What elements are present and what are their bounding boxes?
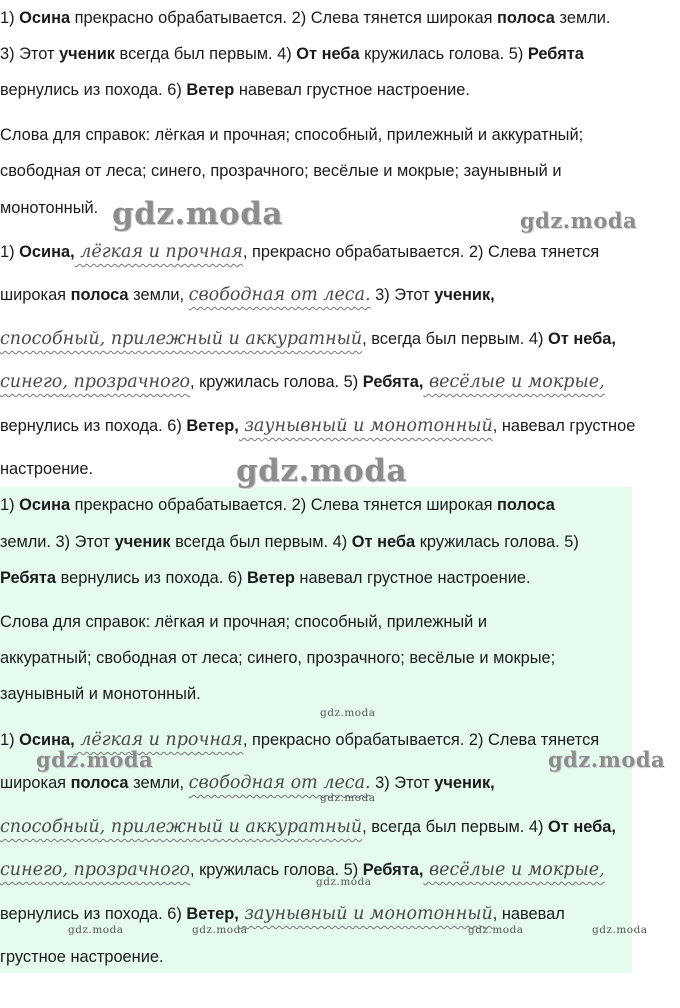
- subject-word: Осина,: [19, 243, 75, 261]
- handwritten-definition: способный,: [0, 329, 106, 349]
- hint-line: заунывный и монотонный.: [0, 685, 201, 703]
- text: всегда был первым. 4): [170, 533, 352, 551]
- subject-word: ученик: [59, 45, 115, 63]
- text: , всегда был первым. 4): [362, 818, 548, 836]
- handwritten-definition: весёлые и мокрые,: [423, 860, 605, 880]
- text: 1): [0, 731, 20, 749]
- handwritten-definition: лёгкая и прочная: [74, 242, 243, 262]
- handwritten-definition: весёлые и мокрые,: [423, 372, 605, 392]
- answer-line: [0, 859, 605, 881]
- answer-line: [0, 903, 565, 925]
- text-line: [0, 531, 579, 553]
- text-line: [0, 7, 610, 29]
- subject-word: Осина,: [19, 731, 75, 749]
- subject-word: Ветер: [246, 569, 295, 587]
- text: , кружилась голова. 5): [190, 373, 363, 391]
- handwritten-definition: заунывный и монотонный: [238, 416, 493, 436]
- handwritten-definition: синего,: [0, 372, 68, 392]
- answer-line: грустное настроение.: [0, 948, 164, 966]
- watermark-logo: gdz.moda: [520, 208, 638, 233]
- answer-line: [0, 241, 599, 263]
- subject-word: Ребята,: [362, 861, 424, 879]
- subject-word: Ребята,: [362, 373, 424, 391]
- text: широкая: [0, 774, 71, 792]
- text: , навевал: [492, 905, 565, 923]
- text: , всегда был первым. 4): [362, 330, 548, 348]
- watermark-logo: gdz.moda: [548, 747, 666, 772]
- text-line: [0, 567, 531, 589]
- subject-word: Ребята: [527, 45, 584, 63]
- text: широкая: [0, 286, 71, 304]
- text: вернулись из похода. 6): [0, 81, 187, 99]
- text: вернулись из похода. 6): [56, 569, 247, 587]
- handwritten-definition: прозрачного: [67, 860, 190, 880]
- handwritten-definition: заунывный и монотонный: [238, 904, 493, 924]
- text-line: [0, 494, 555, 516]
- text: земли,: [128, 286, 189, 304]
- watermark-small: gdz.moda: [592, 924, 648, 936]
- watermark-small: gdz.moda: [468, 924, 524, 936]
- hint-line: свободная от леса; синего, прозрачного; весёлые и мокрые; заунывный и: [0, 162, 562, 180]
- text: всегда был первым. 4): [115, 45, 297, 63]
- answer-line: [0, 328, 616, 350]
- subject-word: От неба: [296, 45, 360, 63]
- watermark-logo: gdz.moda: [112, 196, 283, 232]
- text-line: [0, 79, 470, 101]
- hint-line: Слова для справок: лёгкая и прочная; способный, прилежный и: [0, 613, 488, 631]
- text: прекрасно обрабатывается. 2) Слева тянется широкая: [70, 496, 497, 514]
- text: навевал грустное настроение.: [234, 81, 470, 99]
- subject-word: Осина: [19, 496, 71, 514]
- subject-word: Ветер,: [186, 905, 239, 923]
- handwritten-definition: прилежный и аккуратный: [105, 817, 363, 837]
- subject-word: От неба: [351, 533, 416, 551]
- text: кружилась голова. 5): [415, 533, 579, 551]
- subject-word: полоса: [70, 286, 129, 304]
- subject-word: полоса: [497, 496, 555, 514]
- hint-line: аккуратный; свободная от леса; синего, прозрачного; весёлые и мокрые;: [0, 649, 556, 667]
- watermark-small: gdz.moda: [320, 792, 376, 804]
- text: земли. 3) Этот: [0, 533, 115, 551]
- subject-word: Ветер: [186, 81, 235, 99]
- subject-word: От неба,: [547, 818, 616, 836]
- subject-word: Осина: [19, 9, 71, 27]
- watermark-small: gdz.moda: [192, 924, 248, 936]
- subject-word: ученик,: [434, 286, 495, 304]
- hint-line: Слова для справок: лёгкая и прочная; способный, прилежный и аккуратный;: [0, 126, 584, 144]
- handwritten-definition: прилежный и аккуратный: [105, 329, 363, 349]
- text-line: [0, 43, 584, 65]
- text: 3) Этот: [370, 774, 435, 792]
- text: прекрасно обрабатывается. 2) Слева тянется широкая: [70, 9, 497, 27]
- watermark-small: gdz.moda: [68, 924, 124, 936]
- text: , навевал грустное: [492, 417, 636, 435]
- handwritten-definition: способный,: [0, 817, 106, 837]
- text: , прекрасно обрабатывается. 2) Слева тянется: [242, 243, 600, 261]
- answer-line: [0, 284, 495, 306]
- subject-word: ученик,: [434, 774, 495, 792]
- text: , кружилась голова. 5): [190, 861, 363, 879]
- text: вернулись из похода. 6): [0, 417, 187, 435]
- hint-line: монотонный.: [0, 199, 99, 217]
- text: навевал грустное настроение.: [294, 569, 531, 587]
- answer-line: [0, 415, 635, 437]
- handwritten-definition: прозрачного: [67, 372, 190, 392]
- answer-line: настроение.: [0, 460, 94, 478]
- subject-word: Ветер,: [186, 417, 239, 435]
- handwritten-definition: синего,: [0, 860, 68, 880]
- text: земли,: [128, 774, 189, 792]
- answer-line: [0, 816, 616, 838]
- watermark-small: gdz.moda: [320, 707, 376, 719]
- subject-word: Ребята: [0, 569, 57, 587]
- text: земли.: [554, 9, 611, 27]
- handwritten-definition: лёгкая и прочная: [74, 730, 243, 750]
- text: 1): [0, 496, 20, 514]
- text: , прекрасно обрабатывается. 2) Слева тянется: [242, 731, 600, 749]
- watermark-logo: gdz.moda: [36, 747, 154, 772]
- subject-word: полоса: [70, 774, 129, 792]
- text: вернулись из похода. 6): [0, 905, 187, 923]
- text: 1): [0, 243, 20, 261]
- subject-word: полоса: [497, 9, 555, 27]
- watermark-logo: gdz.moda: [236, 453, 407, 489]
- text: 3) Этот: [370, 286, 435, 304]
- handwritten-definition: свободная от леса.: [188, 773, 371, 793]
- text: кружилась голова. 5): [359, 45, 528, 63]
- answer-line: [0, 772, 495, 794]
- text: 3) Этот: [0, 45, 60, 63]
- handwritten-definition: свободная от леса.: [188, 285, 371, 305]
- text: 1): [0, 9, 20, 27]
- watermark-small: gdz.moda: [316, 876, 372, 888]
- subject-word: От неба,: [547, 330, 616, 348]
- subject-word: ученик: [114, 533, 171, 551]
- answer-line: [0, 371, 605, 393]
